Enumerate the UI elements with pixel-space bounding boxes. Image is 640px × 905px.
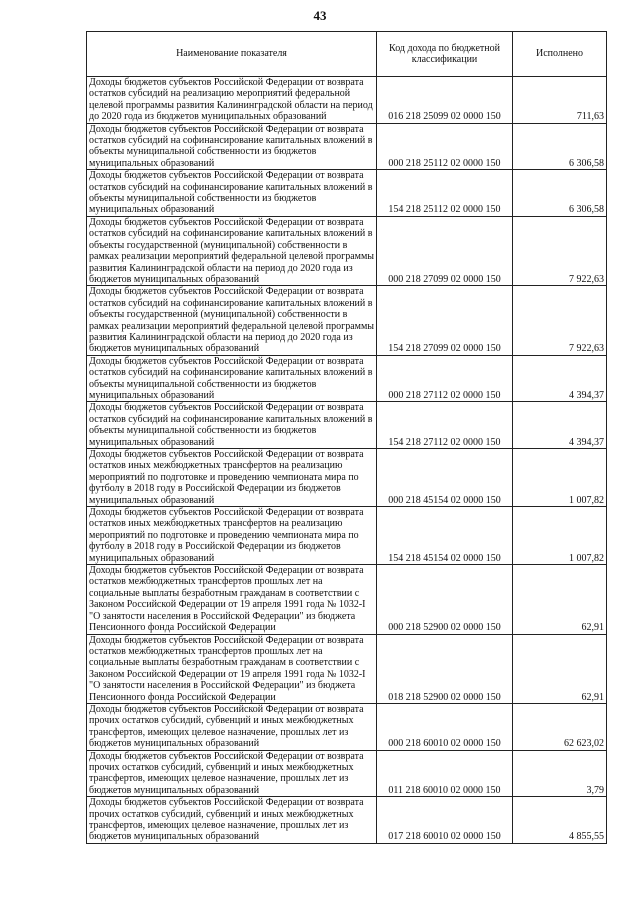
table-row xyxy=(87,703,607,750)
row-income-code: 011 218 60010 02 0000 150 xyxy=(377,750,513,797)
row-executed-value: 3,79 xyxy=(513,750,607,797)
row-income-code: 154 218 25112 02 0000 150 xyxy=(377,170,513,217)
table-body xyxy=(87,77,607,844)
table-header-row xyxy=(87,32,607,77)
header-executed: Исполнено xyxy=(513,32,607,77)
table-row xyxy=(87,402,607,449)
income-table xyxy=(86,31,607,844)
row-income-code: 000 218 45154 02 0000 150 xyxy=(377,449,513,507)
table-row xyxy=(87,565,607,634)
row-executed-value: 711,63 xyxy=(513,77,607,124)
row-executed-value: 4 394,37 xyxy=(513,402,607,449)
row-income-code: 000 218 27099 02 0000 150 xyxy=(377,216,513,285)
row-executed-value: 4 855,55 xyxy=(513,797,607,844)
row-income-code: 016 218 25099 02 0000 150 xyxy=(377,77,513,124)
table-row xyxy=(87,286,607,355)
row-indicator-name: Доходы бюджетов субъектов Российской Федерации от возврата остатков субсидий на софинансирование капитальных вложений в объекты муниципальной собственности из бюджетов муниципальных образований xyxy=(87,402,377,449)
row-executed-value: 7 922,63 xyxy=(513,216,607,285)
row-executed-value: 4 394,37 xyxy=(513,355,607,402)
row-indicator-name: Доходы бюджетов субъектов Российской Федерации от возврата остатков межбюджетных трансфертов прошлых лет на социальные выплаты безработным гражданам в соответствии с Законом Российской Федерации от 19 апреля 1991 года № 1032-I "О занятости населения в Российской Федерации" из бюджета Пенсионного фонда Российской Федерации xyxy=(87,634,377,703)
row-indicator-name: Доходы бюджетов субъектов Российской Федерации от возврата прочих остатков субсидий, субвенций и иных межбюджетных трансфертов, имеющих целевое назначение, прошлых лет из бюджетов муниципальных образований xyxy=(87,703,377,750)
row-indicator-name: Доходы бюджетов субъектов Российской Федерации от возврата остатков субсидий на софинансирование капитальных вложений в объекты муниципальной собственности из бюджетов муниципальных образований xyxy=(87,170,377,217)
row-indicator-name: Доходы бюджетов субъектов Российской Федерации от возврата остатков субсидий на софинансирование капитальных вложений в объекты муниципальной собственности из бюджетов муниципальных образований xyxy=(87,355,377,402)
table-row xyxy=(87,123,607,170)
row-indicator-name: Доходы бюджетов субъектов Российской Федерации от возврата остатков субсидий на реализацию мероприятий федеральной целевой программы развития Калининградской области на период до 2020 года из бюджетов муниципальных образований xyxy=(87,77,377,124)
row-executed-value: 6 306,58 xyxy=(513,170,607,217)
table-row xyxy=(87,634,607,703)
table-row xyxy=(87,170,607,217)
row-indicator-name: Доходы бюджетов субъектов Российской Федерации от возврата остатков иных межбюджетных трансфертов на реализацию мероприятий по подготовке и проведению чемпионата мира по футболу в 2018 году в Российской Федерации из бюджетов муниципальных образований xyxy=(87,507,377,565)
table-row xyxy=(87,216,607,285)
row-income-code: 154 218 27112 02 0000 150 xyxy=(377,402,513,449)
row-executed-value: 62,91 xyxy=(513,634,607,703)
row-indicator-name: Доходы бюджетов субъектов Российской Федерации от возврата прочих остатков субсидий, субвенций и иных межбюджетных трансфертов, имеющих целевое назначение, прошлых лет из бюджетов муниципальных образований xyxy=(87,797,377,844)
row-indicator-name: Доходы бюджетов субъектов Российской Федерации от возврата остатков субсидий на софинансирование капитальных вложений в объекты муниципальной собственности из бюджетов муниципальных образований xyxy=(87,123,377,170)
table-row xyxy=(87,797,607,844)
row-executed-value: 62,91 xyxy=(513,565,607,634)
row-indicator-name: Доходы бюджетов субъектов Российской Федерации от возврата остатков межбюджетных трансфертов прошлых лет на социальные выплаты безработным гражданам в соответствии с Законом Российской Федерации от 19 апреля 1991 года № 1032-I "О занятости населения в Российской Федерации" из бюджета Пенсионного фонда Российской Федерации xyxy=(87,565,377,634)
table-row xyxy=(87,355,607,402)
row-income-code: 017 218 60010 02 0000 150 xyxy=(377,797,513,844)
row-income-code: 000 218 52900 02 0000 150 xyxy=(377,565,513,634)
row-income-code: 154 218 45154 02 0000 150 xyxy=(377,507,513,565)
row-income-code: 018 218 52900 02 0000 150 xyxy=(377,634,513,703)
row-income-code: 154 218 27099 02 0000 150 xyxy=(377,286,513,355)
row-indicator-name: Доходы бюджетов субъектов Российской Федерации от возврата остатков субсидий на софинансирование капитальных вложений в объекты государственной (муниципальной) собственности в рамках реализации мероприятий федеральной целевой программы развития Калининградской области на период до 2020 года из бюджетов муниципальных образований xyxy=(87,286,377,355)
row-income-code: 000 218 27112 02 0000 150 xyxy=(377,355,513,402)
row-income-code: 000 218 25112 02 0000 150 xyxy=(377,123,513,170)
row-indicator-name: Доходы бюджетов субъектов Российской Федерации от возврата остатков субсидий на софинансирование капитальных вложений в объекты государственной (муниципальной) собственности в рамках реализации мероприятий федеральной целевой программы развития Калининградской области на период до 2020 года из бюджетов муниципальных образований xyxy=(87,216,377,285)
row-executed-value: 1 007,82 xyxy=(513,449,607,507)
table-row xyxy=(87,750,607,797)
page-number: 43 xyxy=(313,8,327,23)
row-indicator-name: Доходы бюджетов субъектов Российской Федерации от возврата остатков иных межбюджетных трансфертов на реализацию мероприятий по подготовке и проведению чемпионата мира по футболу в 2018 году в Российской Федерации из бюджетов муниципальных образований xyxy=(87,449,377,507)
table-row xyxy=(87,77,607,124)
header-indicator-name: Наименование показателя xyxy=(87,32,377,77)
table-row xyxy=(87,507,607,565)
header-income-code: Код дохода по бюджетной классификации xyxy=(377,32,513,77)
row-executed-value: 7 922,63 xyxy=(513,286,607,355)
table-row xyxy=(87,449,607,507)
row-executed-value: 6 306,58 xyxy=(513,123,607,170)
row-executed-value: 62 623,02 xyxy=(513,703,607,750)
row-income-code: 000 218 60010 02 0000 150 xyxy=(377,703,513,750)
row-indicator-name: Доходы бюджетов субъектов Российской Федерации от возврата прочих остатков субсидий, субвенций и иных межбюджетных трансфертов, имеющих целевое назначение, прошлых лет из бюджетов муниципальных образований xyxy=(87,750,377,797)
row-executed-value: 1 007,82 xyxy=(513,507,607,565)
